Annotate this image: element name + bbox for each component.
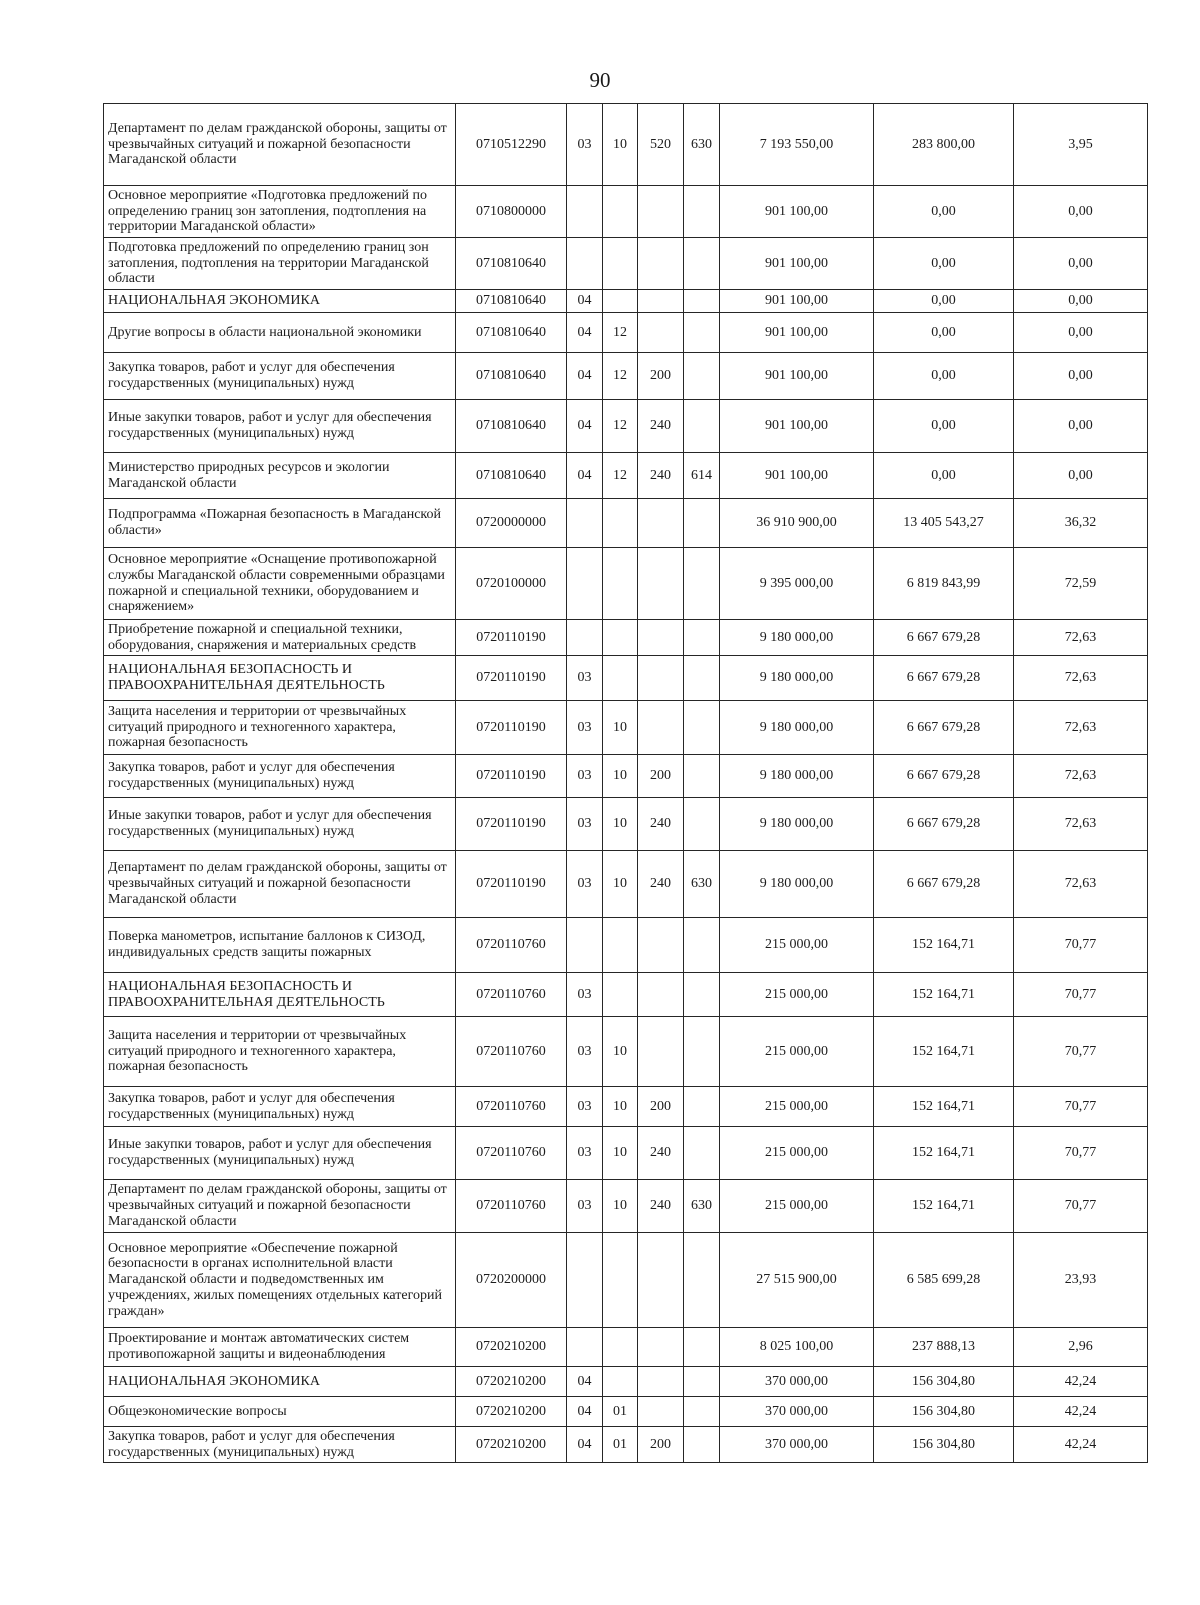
name-cell: Основное мероприятие «Оснащение противопожарной службы Магаданской области современными образцами пожарной и специальной техники, оборудованием и снаряжением» — [104, 548, 456, 620]
target-article-code-cell: 0720100000 — [456, 548, 567, 620]
subsection-code-cell — [603, 620, 638, 656]
planned-amount-cell: 215 000,00 — [720, 1127, 874, 1180]
name-cell: Поверка манометров, испытание баллонов к СИЗОД, индивидуальных средств защиты пожарных — [104, 918, 456, 973]
expense-type-code-cell: 240 — [638, 400, 684, 453]
table-row — [104, 1328, 1148, 1367]
expense-type-code-cell — [638, 548, 684, 620]
executed-amount-cell: 6 667 679,28 — [874, 656, 1014, 701]
section-code-cell: 03 — [567, 798, 603, 851]
expense-type-code-cell: 240 — [638, 851, 684, 918]
administrator-code-cell — [684, 701, 720, 755]
section-code-cell: 03 — [567, 1180, 603, 1233]
planned-amount-cell: 9 180 000,00 — [720, 701, 874, 755]
name-cell: Закупка товаров, работ и услуг для обеспечения государственных (муниципальных) нужд — [104, 1427, 456, 1463]
name-cell: Иные закупки товаров, работ и услуг для обеспечения государственных (муниципальных) нужд — [104, 798, 456, 851]
execution-percent-cell: 72,63 — [1014, 798, 1148, 851]
subsection-code-cell — [603, 186, 638, 238]
name-cell: Проектирование и монтаж автоматических систем противопожарной защиты и видеонаблюдения — [104, 1328, 456, 1367]
target-article-code-cell: 0710800000 — [456, 186, 567, 238]
execution-percent-cell: 72,59 — [1014, 548, 1148, 620]
administrator-code-cell — [684, 1427, 720, 1463]
name-cell: Иные закупки товаров, работ и услуг для обеспечения государственных (муниципальных) нужд — [104, 400, 456, 453]
administrator-code-cell — [684, 186, 720, 238]
subsection-code-cell: 10 — [603, 1017, 638, 1087]
target-article-code-cell: 0720210200 — [456, 1328, 567, 1367]
subsection-code-cell: 10 — [603, 104, 638, 186]
subsection-code-cell: 10 — [603, 1180, 638, 1233]
section-code-cell: 03 — [567, 1087, 603, 1127]
execution-percent-cell: 0,00 — [1014, 400, 1148, 453]
table-row — [104, 918, 1148, 973]
execution-percent-cell: 36,32 — [1014, 499, 1148, 548]
executed-amount-cell: 0,00 — [874, 353, 1014, 400]
section-code-cell: 04 — [567, 1367, 603, 1397]
administrator-code-cell — [684, 548, 720, 620]
table-row — [104, 1367, 1148, 1397]
planned-amount-cell: 36 910 900,00 — [720, 499, 874, 548]
expense-type-code-cell — [638, 1233, 684, 1328]
target-article-code-cell: 0720110190 — [456, 798, 567, 851]
name-cell: Другие вопросы в области национальной экономики — [104, 313, 456, 353]
planned-amount-cell: 9 180 000,00 — [720, 851, 874, 918]
execution-percent-cell: 72,63 — [1014, 656, 1148, 701]
name-cell: Общеэкономические вопросы — [104, 1397, 456, 1427]
planned-amount-cell: 9 180 000,00 — [720, 656, 874, 701]
expense-type-code-cell: 520 — [638, 104, 684, 186]
subsection-code-cell — [603, 656, 638, 701]
expense-type-code-cell: 240 — [638, 1127, 684, 1180]
name-cell: Основное мероприятие «Подготовка предложений по определению границ зон затопления, подтопления на территории Магаданской области» — [104, 186, 456, 238]
section-code-cell — [567, 620, 603, 656]
target-article-code-cell: 0720110190 — [456, 755, 567, 798]
executed-amount-cell: 6 819 843,99 — [874, 548, 1014, 620]
planned-amount-cell: 370 000,00 — [720, 1367, 874, 1397]
section-code-cell: 04 — [567, 1397, 603, 1427]
target-article-code-cell: 0710810640 — [456, 400, 567, 453]
executed-amount-cell: 156 304,80 — [874, 1427, 1014, 1463]
expense-type-code-cell: 240 — [638, 453, 684, 499]
table-row — [104, 499, 1148, 548]
subsection-code-cell — [603, 548, 638, 620]
table-row — [104, 1180, 1148, 1233]
executed-amount-cell: 6 667 679,28 — [874, 620, 1014, 656]
target-article-code-cell: 0720210200 — [456, 1397, 567, 1427]
name-cell: Иные закупки товаров, работ и услуг для обеспечения государственных (муниципальных) нужд — [104, 1127, 456, 1180]
section-code-cell — [567, 1233, 603, 1328]
executed-amount-cell: 152 164,71 — [874, 1017, 1014, 1087]
name-cell: Министерство природных ресурсов и экологии Магаданской области — [104, 453, 456, 499]
executed-amount-cell: 6 667 679,28 — [874, 755, 1014, 798]
section-code-cell: 03 — [567, 973, 603, 1017]
table-row — [104, 548, 1148, 620]
execution-percent-cell: 0,00 — [1014, 186, 1148, 238]
target-article-code-cell: 0720110760 — [456, 1017, 567, 1087]
name-cell: Подготовка предложений по определению границ зон затопления, подтопления на территории Магаданской области — [104, 238, 456, 290]
administrator-code-cell — [684, 1328, 720, 1367]
target-article-code-cell: 0720110190 — [456, 620, 567, 656]
subsection-code-cell: 12 — [603, 313, 638, 353]
name-cell: Защита населения и территории от чрезвычайных ситуаций природного и техногенного характера, пожарная безопасность — [104, 1017, 456, 1087]
administrator-code-cell — [684, 918, 720, 973]
executed-amount-cell: 0,00 — [874, 453, 1014, 499]
section-code-cell: 03 — [567, 851, 603, 918]
section-code-cell: 03 — [567, 1127, 603, 1180]
execution-percent-cell: 0,00 — [1014, 290, 1148, 313]
expense-type-code-cell: 240 — [638, 1180, 684, 1233]
executed-amount-cell: 0,00 — [874, 400, 1014, 453]
execution-percent-cell: 70,77 — [1014, 973, 1148, 1017]
execution-percent-cell: 0,00 — [1014, 238, 1148, 290]
target-article-code-cell: 0720110760 — [456, 973, 567, 1017]
administrator-code-cell — [684, 620, 720, 656]
subsection-code-cell — [603, 290, 638, 313]
table-row — [104, 1427, 1148, 1463]
execution-percent-cell: 70,77 — [1014, 1127, 1148, 1180]
name-cell: НАЦИОНАЛЬНАЯ БЕЗОПАСНОСТЬ И ПРАВООХРАНИТЕЛЬНАЯ ДЕЯТЕЛЬНОСТЬ — [104, 973, 456, 1017]
table-row — [104, 1017, 1148, 1087]
target-article-code-cell: 0720000000 — [456, 499, 567, 548]
expense-type-code-cell — [638, 186, 684, 238]
name-cell: НАЦИОНАЛЬНАЯ БЕЗОПАСНОСТЬ И ПРАВООХРАНИТЕЛЬНАЯ ДЕЯТЕЛЬНОСТЬ — [104, 656, 456, 701]
administrator-code-cell — [684, 973, 720, 1017]
target-article-code-cell: 0720110760 — [456, 1087, 567, 1127]
execution-percent-cell: 70,77 — [1014, 1180, 1148, 1233]
target-article-code-cell: 0710810640 — [456, 290, 567, 313]
administrator-code-cell — [684, 1233, 720, 1328]
section-code-cell: 03 — [567, 755, 603, 798]
planned-amount-cell: 9 395 000,00 — [720, 548, 874, 620]
table-row — [104, 1233, 1148, 1328]
table-row — [104, 973, 1148, 1017]
target-article-code-cell: 0710810640 — [456, 353, 567, 400]
name-cell: Департамент по делам гражданской обороны, защиты от чрезвычайных ситуаций и пожарной безопасности Магаданской области — [104, 104, 456, 186]
executed-amount-cell: 0,00 — [874, 238, 1014, 290]
target-article-code-cell: 0720110760 — [456, 918, 567, 973]
name-cell: Подпрограмма «Пожарная безопасность в Магаданской области» — [104, 499, 456, 548]
planned-amount-cell: 901 100,00 — [720, 353, 874, 400]
subsection-code-cell — [603, 973, 638, 1017]
executed-amount-cell: 13 405 543,27 — [874, 499, 1014, 548]
table-row — [104, 290, 1148, 313]
subsection-code-cell: 01 — [603, 1397, 638, 1427]
executed-amount-cell: 6 667 679,28 — [874, 798, 1014, 851]
planned-amount-cell: 370 000,00 — [720, 1397, 874, 1427]
administrator-code-cell — [684, 1087, 720, 1127]
planned-amount-cell: 9 180 000,00 — [720, 798, 874, 851]
planned-amount-cell: 901 100,00 — [720, 453, 874, 499]
table-body — [104, 104, 1148, 1463]
execution-percent-cell: 72,63 — [1014, 620, 1148, 656]
section-code-cell: 04 — [567, 1427, 603, 1463]
budget-table — [103, 103, 1148, 1463]
subsection-code-cell: 10 — [603, 701, 638, 755]
section-code-cell: 04 — [567, 453, 603, 499]
planned-amount-cell: 901 100,00 — [720, 186, 874, 238]
planned-amount-cell: 370 000,00 — [720, 1427, 874, 1463]
execution-percent-cell: 72,63 — [1014, 851, 1148, 918]
expense-type-code-cell — [638, 1017, 684, 1087]
administrator-code-cell — [684, 1397, 720, 1427]
subsection-code-cell — [603, 1328, 638, 1367]
execution-percent-cell: 23,93 — [1014, 1233, 1148, 1328]
executed-amount-cell: 152 164,71 — [874, 1127, 1014, 1180]
name-cell: Защита населения и территории от чрезвычайных ситуаций природного и техногенного характера, пожарная безопасность — [104, 701, 456, 755]
administrator-code-cell — [684, 499, 720, 548]
administrator-code-cell: 630 — [684, 104, 720, 186]
planned-amount-cell: 215 000,00 — [720, 1017, 874, 1087]
executed-amount-cell: 283 800,00 — [874, 104, 1014, 186]
administrator-code-cell — [684, 290, 720, 313]
execution-percent-cell: 0,00 — [1014, 353, 1148, 400]
planned-amount-cell: 215 000,00 — [720, 918, 874, 973]
name-cell: Закупка товаров, работ и услуг для обеспечения государственных (муниципальных) нужд — [104, 353, 456, 400]
target-article-code-cell: 0720110760 — [456, 1180, 567, 1233]
target-article-code-cell: 0710810640 — [456, 453, 567, 499]
subsection-code-cell: 10 — [603, 851, 638, 918]
expense-type-code-cell: 200 — [638, 1427, 684, 1463]
executed-amount-cell: 0,00 — [874, 186, 1014, 238]
table-row — [104, 1397, 1148, 1427]
subsection-code-cell — [603, 1233, 638, 1328]
execution-percent-cell: 42,24 — [1014, 1427, 1148, 1463]
execution-percent-cell: 42,24 — [1014, 1397, 1148, 1427]
administrator-code-cell: 630 — [684, 851, 720, 918]
target-article-code-cell: 0710512290 — [456, 104, 567, 186]
expense-type-code-cell: 200 — [638, 1087, 684, 1127]
expense-type-code-cell: 200 — [638, 353, 684, 400]
expense-type-code-cell — [638, 656, 684, 701]
section-code-cell: 04 — [567, 400, 603, 453]
planned-amount-cell: 215 000,00 — [720, 973, 874, 1017]
subsection-code-cell: 10 — [603, 1127, 638, 1180]
executed-amount-cell: 6 667 679,28 — [874, 851, 1014, 918]
administrator-code-cell — [684, 313, 720, 353]
expense-type-code-cell — [638, 918, 684, 973]
name-cell: Департамент по делам гражданской обороны, защиты от чрезвычайных ситуаций и пожарной безопасности Магаданской области — [104, 1180, 456, 1233]
subsection-code-cell — [603, 918, 638, 973]
subsection-code-cell: 10 — [603, 755, 638, 798]
subsection-code-cell: 10 — [603, 1087, 638, 1127]
administrator-code-cell — [684, 656, 720, 701]
subsection-code-cell: 12 — [603, 453, 638, 499]
name-cell: Департамент по делам гражданской обороны, защиты от чрезвычайных ситуаций и пожарной безопасности Магаданской области — [104, 851, 456, 918]
execution-percent-cell: 0,00 — [1014, 313, 1148, 353]
name-cell: Закупка товаров, работ и услуг для обеспечения государственных (муниципальных) нужд — [104, 755, 456, 798]
administrator-code-cell — [684, 400, 720, 453]
target-article-code-cell: 0710810640 — [456, 313, 567, 353]
execution-percent-cell: 70,77 — [1014, 918, 1148, 973]
executed-amount-cell: 237 888,13 — [874, 1328, 1014, 1367]
expense-type-code-cell: 240 — [638, 798, 684, 851]
table-row — [104, 238, 1148, 290]
page-number: 90 — [589, 68, 611, 92]
table-row — [104, 400, 1148, 453]
table-row — [104, 353, 1148, 400]
planned-amount-cell: 9 180 000,00 — [720, 755, 874, 798]
section-code-cell: 03 — [567, 1017, 603, 1087]
section-code-cell — [567, 548, 603, 620]
expense-type-code-cell — [638, 499, 684, 548]
expense-type-code-cell — [638, 1397, 684, 1427]
expense-type-code-cell — [638, 290, 684, 313]
execution-percent-cell: 2,96 — [1014, 1328, 1148, 1367]
expense-type-code-cell — [638, 701, 684, 755]
expense-type-code-cell — [638, 973, 684, 1017]
target-article-code-cell: 0720200000 — [456, 1233, 567, 1328]
table-row — [104, 186, 1148, 238]
section-code-cell: 04 — [567, 353, 603, 400]
execution-percent-cell: 72,63 — [1014, 755, 1148, 798]
executed-amount-cell: 152 164,71 — [874, 918, 1014, 973]
section-code-cell — [567, 499, 603, 548]
expense-type-code-cell: 200 — [638, 755, 684, 798]
executed-amount-cell: 0,00 — [874, 290, 1014, 313]
table-row — [104, 798, 1148, 851]
administrator-code-cell: 630 — [684, 1180, 720, 1233]
target-article-code-cell: 0720210200 — [456, 1367, 567, 1397]
section-code-cell: 03 — [567, 701, 603, 755]
table-row — [104, 851, 1148, 918]
section-code-cell — [567, 918, 603, 973]
target-article-code-cell: 0720110190 — [456, 656, 567, 701]
table-row — [104, 313, 1148, 353]
planned-amount-cell: 901 100,00 — [720, 238, 874, 290]
executed-amount-cell: 152 164,71 — [874, 1087, 1014, 1127]
executed-amount-cell: 152 164,71 — [874, 973, 1014, 1017]
subsection-code-cell: 12 — [603, 400, 638, 453]
subsection-code-cell: 12 — [603, 353, 638, 400]
execution-percent-cell: 42,24 — [1014, 1367, 1148, 1397]
name-cell: Закупка товаров, работ и услуг для обеспечения государственных (муниципальных) нужд — [104, 1087, 456, 1127]
subsection-code-cell: 10 — [603, 798, 638, 851]
table-row — [104, 656, 1148, 701]
planned-amount-cell: 901 100,00 — [720, 313, 874, 353]
table-row — [104, 1127, 1148, 1180]
section-code-cell — [567, 186, 603, 238]
table-row — [104, 1087, 1148, 1127]
table-row — [104, 104, 1148, 186]
planned-amount-cell: 27 515 900,00 — [720, 1233, 874, 1328]
expense-type-code-cell — [638, 238, 684, 290]
table-row — [104, 620, 1148, 656]
section-code-cell — [567, 1328, 603, 1367]
table-row — [104, 701, 1148, 755]
executed-amount-cell: 156 304,80 — [874, 1367, 1014, 1397]
execution-percent-cell: 72,63 — [1014, 701, 1148, 755]
section-code-cell: 03 — [567, 104, 603, 186]
name-cell: Основное мероприятие «Обеспечение пожарной безопасности в органах исполнительной власти Магаданской области и подведомственных им учреждениях, жилых помещениях отдельных категорий граждан» — [104, 1233, 456, 1328]
execution-percent-cell: 0,00 — [1014, 453, 1148, 499]
executed-amount-cell: 6 585 699,28 — [874, 1233, 1014, 1328]
planned-amount-cell: 901 100,00 — [720, 290, 874, 313]
execution-percent-cell: 70,77 — [1014, 1017, 1148, 1087]
administrator-code-cell: 614 — [684, 453, 720, 499]
administrator-code-cell — [684, 1127, 720, 1180]
administrator-code-cell — [684, 1367, 720, 1397]
administrator-code-cell — [684, 755, 720, 798]
planned-amount-cell: 215 000,00 — [720, 1180, 874, 1233]
name-cell: НАЦИОНАЛЬНАЯ ЭКОНОМИКА — [104, 290, 456, 313]
expense-type-code-cell — [638, 620, 684, 656]
administrator-code-cell — [684, 353, 720, 400]
section-code-cell — [567, 238, 603, 290]
administrator-code-cell — [684, 798, 720, 851]
executed-amount-cell: 156 304,80 — [874, 1397, 1014, 1427]
subsection-code-cell — [603, 1367, 638, 1397]
section-code-cell: 04 — [567, 290, 603, 313]
administrator-code-cell — [684, 238, 720, 290]
administrator-code-cell — [684, 1017, 720, 1087]
execution-percent-cell: 70,77 — [1014, 1087, 1148, 1127]
executed-amount-cell: 152 164,71 — [874, 1180, 1014, 1233]
expense-type-code-cell — [638, 1328, 684, 1367]
executed-amount-cell: 6 667 679,28 — [874, 701, 1014, 755]
planned-amount-cell: 901 100,00 — [720, 400, 874, 453]
subsection-code-cell: 01 — [603, 1427, 638, 1463]
planned-amount-cell: 215 000,00 — [720, 1087, 874, 1127]
name-cell: Приобретение пожарной и специальной техники, оборудования, снаряжения и материальных средств — [104, 620, 456, 656]
planned-amount-cell: 8 025 100,00 — [720, 1328, 874, 1367]
subsection-code-cell — [603, 499, 638, 548]
target-article-code-cell: 0710810640 — [456, 238, 567, 290]
planned-amount-cell: 7 193 550,00 — [720, 104, 874, 186]
execution-percent-cell: 3,95 — [1014, 104, 1148, 186]
planned-amount-cell: 9 180 000,00 — [720, 620, 874, 656]
expense-type-code-cell — [638, 1367, 684, 1397]
table-row — [104, 755, 1148, 798]
target-article-code-cell: 0720110190 — [456, 701, 567, 755]
target-article-code-cell: 0720210200 — [456, 1427, 567, 1463]
target-article-code-cell: 0720110760 — [456, 1127, 567, 1180]
section-code-cell: 03 — [567, 656, 603, 701]
target-article-code-cell: 0720110190 — [456, 851, 567, 918]
expense-type-code-cell — [638, 313, 684, 353]
subsection-code-cell — [603, 238, 638, 290]
name-cell: НАЦИОНАЛЬНАЯ ЭКОНОМИКА — [104, 1367, 456, 1397]
section-code-cell: 04 — [567, 313, 603, 353]
executed-amount-cell: 0,00 — [874, 313, 1014, 353]
table-row — [104, 453, 1148, 499]
